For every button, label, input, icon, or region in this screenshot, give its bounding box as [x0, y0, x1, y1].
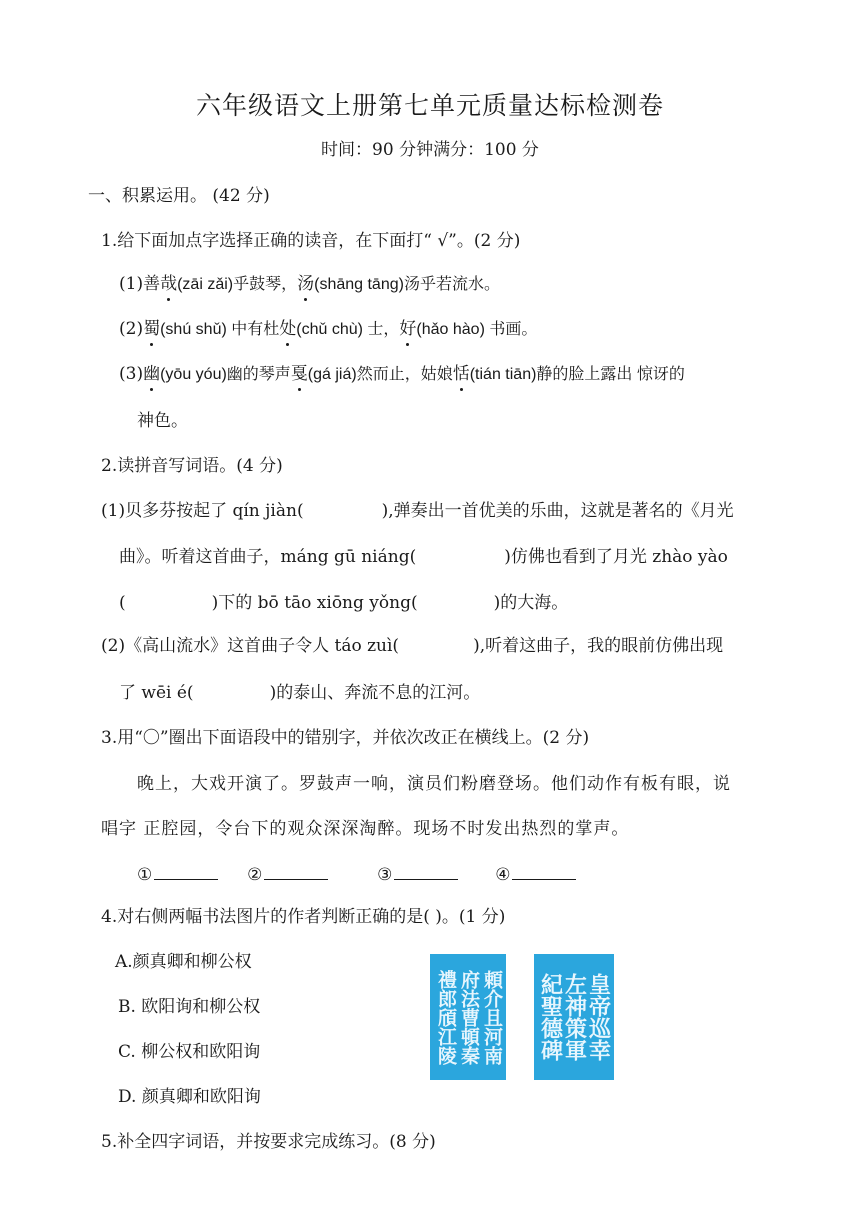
text: )的泰山、奔流不息的江河。 — [269, 683, 481, 703]
calligraphy-column: 紀聖德碑 — [537, 973, 564, 1061]
answer-number: ② — [247, 865, 263, 885]
question-2-stem: 2.读拼音写词语。(4 分) — [101, 456, 283, 476]
dotted-char: 哉 — [160, 274, 178, 294]
question-3-passage-line-1: 晚上，大戏开演了。罗鼓声一响，演员们粉磨登场。他们动作有板有眼，说 — [137, 774, 731, 794]
pinyin-options: (hǎo hào) 书画。 — [416, 321, 538, 338]
dotted-char: 蜀 — [143, 319, 161, 339]
calligraphy-column: 左神策軍 — [561, 973, 588, 1061]
pinyin-options: (shāng tāng)汤乎若流水。 — [314, 276, 500, 293]
question-3-passage-line-2: 唱字 正腔园，令台下的观众深深淘醉。现场不时发出热烈的掌声。 — [101, 819, 630, 839]
text: (3) — [119, 364, 144, 384]
option-d[interactable]: D. 颜真卿和欧阳询 — [118, 1087, 261, 1107]
text: ),听着这曲子，我的眼前仿佛出现 — [473, 636, 724, 656]
text: (1)贝多芬按起了 qín jiàn( — [101, 501, 304, 521]
dotted-char: 汤 — [297, 274, 315, 294]
option-b[interactable]: B. 欧阳询和柳公权 — [118, 997, 261, 1017]
calligraphy-image-2 — [534, 954, 614, 1080]
question-2-line-1 — [101, 499, 734, 523]
pinyin-options: (shú shǔ) 中有杜 — [160, 321, 280, 338]
pinyin-options: (zāi zǎi)乎鼓琴， — [177, 276, 298, 293]
text: ( — [119, 593, 126, 613]
question-3-answer-lines — [137, 861, 576, 887]
answer-number: ④ — [495, 865, 511, 885]
pinyin-options: (gá jiá)然而止，姑娘 — [307, 366, 453, 383]
question-2-line-5 — [119, 681, 480, 705]
text: (2) — [119, 319, 144, 339]
dotted-char: 幽 — [143, 364, 161, 384]
dotted-char: 好 — [399, 319, 417, 339]
answer-number: ① — [137, 865, 153, 885]
question-2-line-2 — [119, 545, 728, 569]
option-c[interactable]: C. 柳公权和欧阳询 — [118, 1042, 261, 1062]
pinyin-options: (yōu yóu)幽的琴声 — [160, 366, 291, 383]
pinyin-options: (tián tiān)静的脸上露出 惊讶的 — [469, 366, 685, 383]
exam-time-score: 时间：90 分钟满分：100 分 — [321, 140, 539, 160]
calligraphy-column: 禮郎頎江陵 — [435, 969, 457, 1065]
question-2-line-4 — [101, 634, 723, 658]
question-5-stem: 5.补全四字词语，并按要求完成练习。(8 分) — [101, 1132, 436, 1152]
text: 曲》。听着这首曲子，máng gū niáng( — [119, 547, 417, 567]
answer-number: ③ — [377, 865, 393, 885]
text: )的大海。 — [493, 593, 569, 613]
question-1-item-3-cont: 神色。 — [137, 411, 188, 431]
calligraphy-column: 頼介且河南 — [481, 969, 503, 1065]
question-1-item-2 — [119, 317, 537, 342]
question-3-stem: 3.用“〇”圈出下面语段中的错别字，并依次改正在横线上。(2 分) — [101, 728, 590, 748]
page-title: 六年级语文上册第七单元质量达标检测卷 — [195, 91, 664, 120]
section-heading: 一、积累运用。 (42 分) — [88, 186, 270, 206]
question-2-line-3 — [119, 591, 568, 615]
answer-line[interactable] — [512, 861, 576, 880]
text: )下的 bō tāo xiōng yǒng( — [211, 593, 418, 613]
question-4-stem: 4.对右侧两幅书法图片的作者判断正确的是( )。(1 分) — [101, 907, 506, 927]
text: )仿佛也看到了月光 zhào yào — [504, 547, 728, 567]
text: (2)《高山流水》这首曲子令人 táo zuì( — [101, 636, 400, 656]
calligraphy-column: 皇帝巡幸 — [585, 973, 612, 1061]
question-1-stem: 1.给下面加点字选择正确的读音，在下面打“ √”。(2 分) — [101, 231, 521, 251]
calligraphy-image-1 — [430, 954, 506, 1080]
question-1-item-3 — [119, 362, 685, 387]
text: (1)善 — [119, 274, 161, 294]
dotted-char: 恬 — [452, 364, 470, 384]
dotted-char: 戛 — [290, 364, 308, 384]
dotted-char: 处 — [279, 319, 297, 339]
text: 了 wēi é( — [119, 683, 194, 703]
pinyin-options: (chǔ chù) 士， — [296, 321, 400, 338]
answer-line[interactable] — [394, 861, 458, 880]
answer-line[interactable] — [264, 861, 328, 880]
text: ),弹奏出一首优美的乐曲，这就是著名的《月光 — [381, 501, 734, 521]
option-a[interactable]: A.颜真卿和柳公权 — [115, 952, 252, 972]
question-1-item-1 — [119, 272, 500, 297]
calligraphy-column: 府法曹頓秦 — [458, 969, 480, 1065]
answer-line[interactable] — [154, 861, 218, 880]
